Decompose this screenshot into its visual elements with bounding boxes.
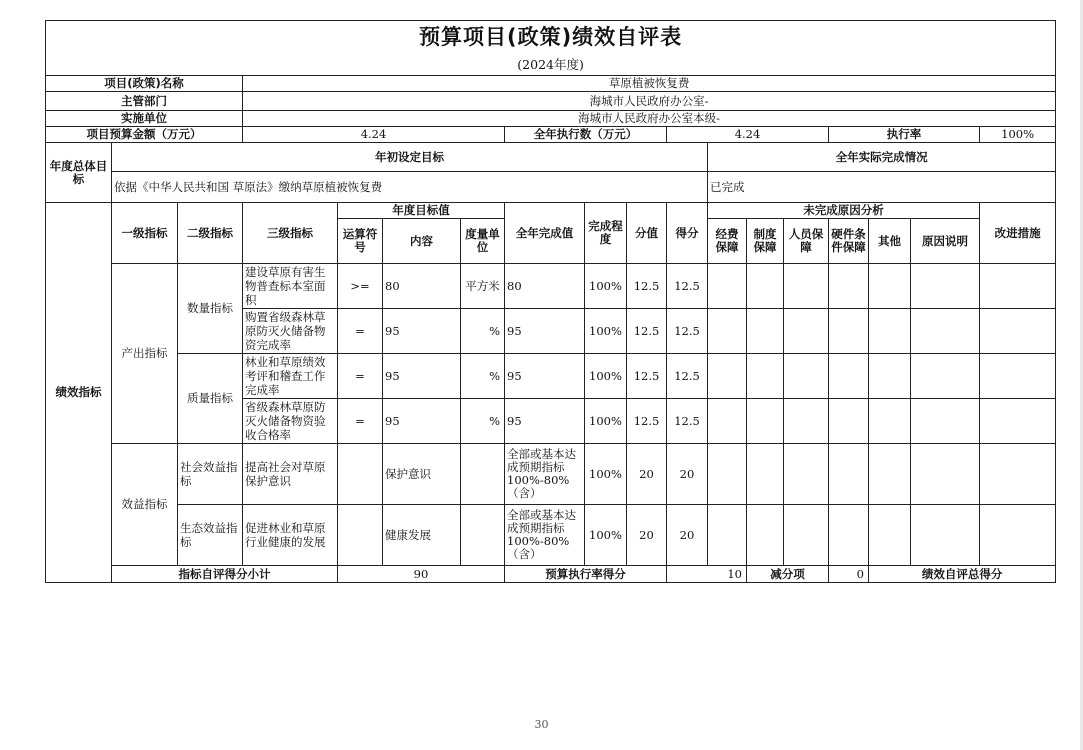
level3-header: 三级指标 xyxy=(243,203,338,264)
empty-cell xyxy=(980,309,1056,354)
empty-cell xyxy=(869,505,911,566)
hardware-header: 硬件条件保障 xyxy=(829,219,869,264)
level2-header: 二级指标 xyxy=(178,203,243,264)
indicator-weight: 12.5 xyxy=(627,399,667,444)
unit-value: 海城市人民政府办公室本级- xyxy=(243,111,1056,127)
level1-header: 一级指标 xyxy=(112,203,178,264)
unit-of-measure-header: 度量单位 xyxy=(461,219,505,264)
indicator-operator: >= xyxy=(338,264,383,309)
system-header: 制度保障 xyxy=(747,219,784,264)
indicator-operator: = xyxy=(338,354,383,399)
empty-cell xyxy=(784,505,829,566)
empty-cell xyxy=(911,444,980,505)
operator-header: 运算符号 xyxy=(338,219,383,264)
empty-cell xyxy=(911,505,980,566)
indicator-weight: 12.5 xyxy=(627,309,667,354)
quantity-indicator-label: 数量指标 xyxy=(178,264,243,354)
indicator-weight: 12.5 xyxy=(627,264,667,309)
performance-evaluation-table xyxy=(45,20,1056,583)
empty-cell xyxy=(829,354,869,399)
improve-header: 改进措施 xyxy=(980,203,1056,264)
score-header: 得分 xyxy=(667,203,708,264)
empty-cell xyxy=(784,444,829,505)
empty-cell xyxy=(829,505,869,566)
indicator-score: 12.5 xyxy=(667,309,708,354)
project-name-value: 草原植被恢复费 xyxy=(243,76,1056,92)
empty-cell xyxy=(869,444,911,505)
completion-degree-header: 完成程度 xyxy=(585,203,627,264)
indicator-value: 95 xyxy=(505,309,585,354)
indicator-value: 95 xyxy=(505,354,585,399)
indicator-value: 全部或基本达成预期指标100%-80%（含） xyxy=(505,444,585,505)
empty-cell xyxy=(829,399,869,444)
benefit-level2: 生态效益指标 xyxy=(178,505,243,566)
page-number: 30 xyxy=(534,718,549,731)
empty-cell xyxy=(461,444,505,505)
indicator-name: 提高社会对草原保护意识 xyxy=(243,444,338,505)
indicator-unit: % xyxy=(461,309,505,354)
indicator-degree: 100% xyxy=(585,505,627,566)
dept-label: 主管部门 xyxy=(46,92,243,111)
indicator-score: 20 xyxy=(667,505,708,566)
empty-cell xyxy=(708,505,747,566)
exec-rate-label: 执行率 xyxy=(829,127,980,143)
empty-cell xyxy=(784,399,829,444)
incomplete-analysis-header: 未完成原因分析 xyxy=(708,203,980,219)
indicator-degree: 100% xyxy=(585,264,627,309)
deduction-value: 0 xyxy=(829,566,869,583)
indicator-value: 80 xyxy=(505,264,585,309)
empty-cell xyxy=(747,444,784,505)
empty-cell xyxy=(980,505,1056,566)
personnel-header: 人员保障 xyxy=(784,219,829,264)
unit-label: 实施单位 xyxy=(46,111,243,127)
indicator-content: 80 xyxy=(383,264,461,309)
empty-cell xyxy=(708,444,747,505)
indicator-weight: 12.5 xyxy=(627,354,667,399)
indicator-name: 购置省级森林草原防灭火储备物资完成率 xyxy=(243,309,338,354)
empty-cell xyxy=(338,444,383,505)
indicator-unit: % xyxy=(461,399,505,444)
indicator-operator: = xyxy=(338,399,383,444)
budget-rate-score-label: 预算执行率得分 xyxy=(505,566,667,583)
empty-cell xyxy=(869,354,911,399)
empty-cell xyxy=(747,354,784,399)
empty-cell xyxy=(784,354,829,399)
report-year: (2024年度) xyxy=(46,54,1056,76)
empty-cell xyxy=(461,505,505,566)
dept-value: 海城市人民政府办公室- xyxy=(243,92,1056,111)
project-name-label: 项目(政策)名称 xyxy=(46,76,243,92)
budget-rate-score-value: 10 xyxy=(667,566,747,583)
exec-amount-value: 4.24 xyxy=(667,127,829,143)
target-value-header: 年度目标值 xyxy=(338,203,505,219)
score-value-header: 分值 xyxy=(627,203,667,264)
empty-cell xyxy=(338,505,383,566)
indicator-unit: 平方米 xyxy=(461,264,505,309)
empty-cell xyxy=(708,264,747,309)
empty-cell xyxy=(829,309,869,354)
deduction-label: 减分项 xyxy=(747,566,829,583)
initial-goal-header: 年初设定目标 xyxy=(112,143,708,172)
indicator-name: 建设草原有害生物普查标本室面积 xyxy=(243,264,338,309)
indicator-unit: % xyxy=(461,354,505,399)
indicator-degree: 100% xyxy=(585,444,627,505)
budget-amount-label: 项目预算金额（万元） xyxy=(46,127,243,143)
annual-goal-label: 年度总体目标 xyxy=(46,143,112,203)
empty-cell xyxy=(911,354,980,399)
empty-cell xyxy=(911,264,980,309)
indicator-name: 省级森林草原防灭火储备物资验收合格率 xyxy=(243,399,338,444)
goal-text: 依据《中华人民共和国 草原法》缴纳草原植被恢复费 xyxy=(112,172,708,203)
indicator-content: 95 xyxy=(383,354,461,399)
empty-cell xyxy=(708,399,747,444)
empty-cell xyxy=(980,399,1056,444)
empty-cell xyxy=(708,309,747,354)
indicator-degree: 100% xyxy=(585,309,627,354)
completion-text: 已完成 xyxy=(708,172,1056,203)
empty-cell xyxy=(829,444,869,505)
indicator-content: 95 xyxy=(383,399,461,444)
funding-header: 经费保障 xyxy=(708,219,747,264)
empty-cell xyxy=(747,505,784,566)
indicator-weight: 20 xyxy=(627,505,667,566)
other-header: 其他 xyxy=(869,219,911,264)
empty-cell xyxy=(911,399,980,444)
empty-cell xyxy=(980,444,1056,505)
page-title: 预算项目(政策)绩效自评表 xyxy=(46,21,1056,54)
exec-amount-label: 全年执行数（万元） xyxy=(505,127,667,143)
empty-cell xyxy=(869,399,911,444)
empty-cell xyxy=(747,399,784,444)
perf-indicators-label: 绩效指标 xyxy=(46,203,112,583)
actual-completion-header: 全年实际完成情况 xyxy=(708,143,1056,172)
indicator-value: 全部或基本达成预期指标100%-80%（含） xyxy=(505,505,585,566)
indicator-score: 12.5 xyxy=(667,354,708,399)
budget-amount-value: 4.24 xyxy=(243,127,505,143)
indicator-operator: = xyxy=(338,309,383,354)
benefit-indicator-label: 效益指标 xyxy=(112,444,178,566)
content-header: 内容 xyxy=(383,219,461,264)
exec-rate-value: 100% xyxy=(980,127,1056,143)
total-score-label: 绩效自评总得分 xyxy=(869,566,1056,583)
indicator-name: 林业和草原绩效考评和稽查工作完成率 xyxy=(243,354,338,399)
indicator-score: 20 xyxy=(667,444,708,505)
empty-cell xyxy=(784,264,829,309)
empty-cell xyxy=(911,309,980,354)
empty-cell xyxy=(708,354,747,399)
indicator-content: 保护意识 xyxy=(383,444,461,505)
reason-header: 原因说明 xyxy=(911,219,980,264)
indicator-weight: 20 xyxy=(627,444,667,505)
subtotal-value: 90 xyxy=(338,566,505,583)
empty-cell xyxy=(869,264,911,309)
output-indicator-label: 产出指标 xyxy=(112,264,178,444)
indicator-score: 12.5 xyxy=(667,264,708,309)
empty-cell xyxy=(980,354,1056,399)
empty-cell xyxy=(784,309,829,354)
empty-cell xyxy=(980,264,1056,309)
indicator-content: 95 xyxy=(383,309,461,354)
indicator-name: 促进林业和草原行业健康的发展 xyxy=(243,505,338,566)
indicator-degree: 100% xyxy=(585,399,627,444)
indicator-score: 12.5 xyxy=(667,399,708,444)
empty-cell xyxy=(869,309,911,354)
empty-cell xyxy=(747,264,784,309)
benefit-level2: 社会效益指标 xyxy=(178,444,243,505)
subtotal-label: 指标自评得分小计 xyxy=(112,566,338,583)
indicator-content: 健康发展 xyxy=(383,505,461,566)
quality-indicator-label: 质量指标 xyxy=(178,354,243,444)
indicator-degree: 100% xyxy=(585,354,627,399)
full-year-value-header: 全年完成值 xyxy=(505,203,585,264)
empty-cell xyxy=(829,264,869,309)
indicator-value: 95 xyxy=(505,399,585,444)
empty-cell xyxy=(747,309,784,354)
